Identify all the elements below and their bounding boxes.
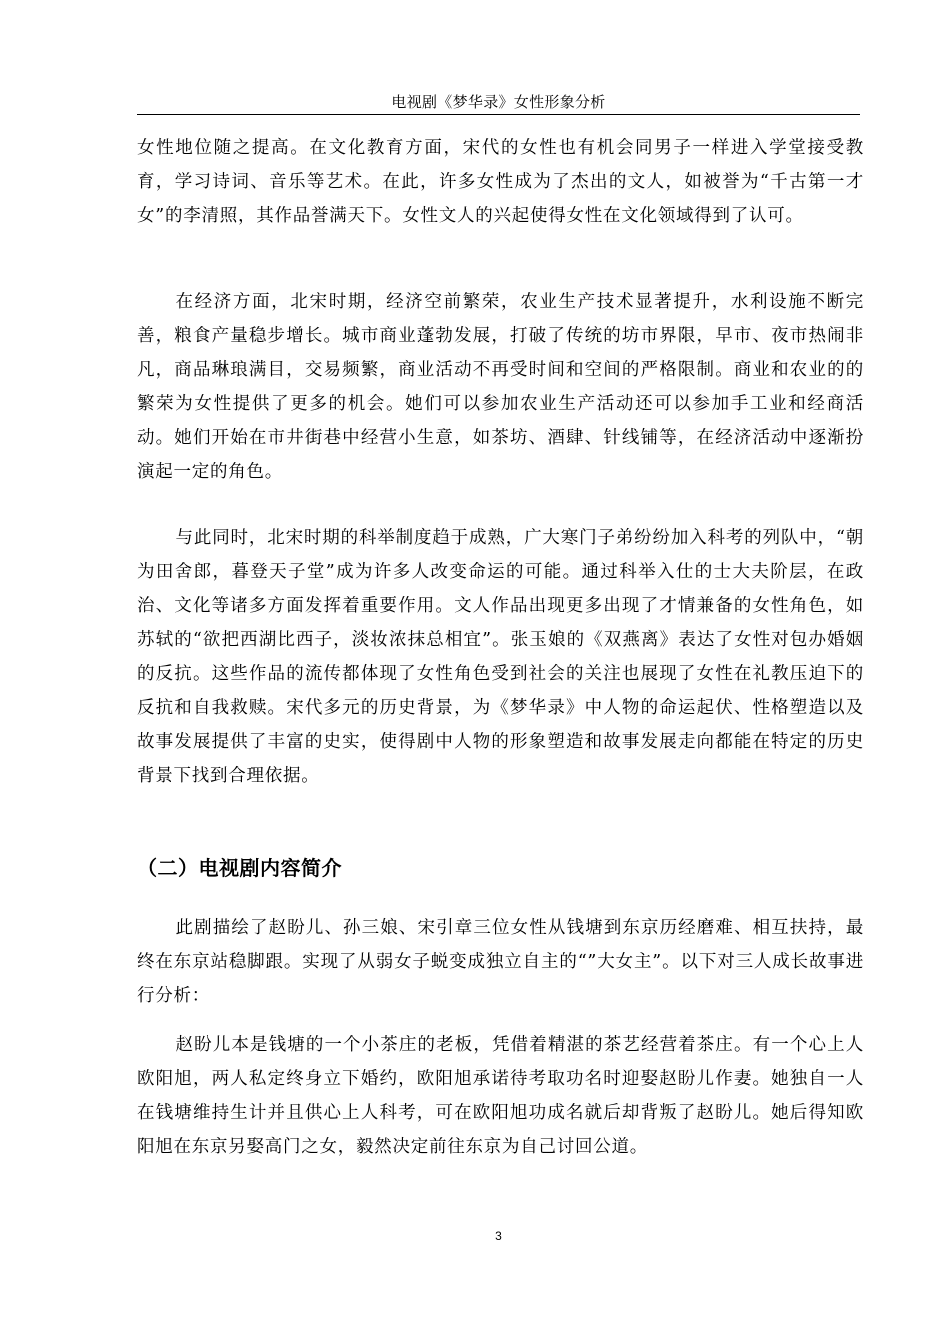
paragraph-drama-summary: 此剧描绘了赵盼儿、孙三娘、宋引章三位女性从钱塘到东京历经磨难、相互扶持，最终在东京站稳脚跟。实现了从弱女子蜕变成独立自主的“”大女主”。以下对三人成长故事进行分析： <box>137 918 864 1006</box>
header-divider <box>137 114 860 115</box>
running-header: 电视剧《梦华录》女性形象分析 <box>391 93 606 111</box>
paragraph-continued: 女性地位随之提高。在文化教育方面，宋代的女性也有机会同男子一样进入学堂接受教育，学习诗词、音乐等艺术。在此，许多女性成为了杰出的文人，如被誉为“千古第一才女”的李清照，其作品誉满天下。女性文人的兴起使得女性在文化领域得到了认可。 <box>137 138 864 226</box>
paragraph-imperial-exam: 与此同时，北宋时期的科举制度趋于成熟，广大寒门子弟纷纷加入科考的列队中，“朝为田舍郎，暮登天子堂”成为许多人改变命运的可能。通过科举入仕的士大夫阶层，在政治、文化等诸多方面发挥着重要作用。文人作品出现更多出现了才情兼备的女性角色，如苏轼的“欲把西湖比西子，淡妆浓抹总相宜”。张玉娘的《双燕离》表达了女性对包办婚姻的反抗。这些作品的流传都体现了女性角色受到社会的关注也展现了女性在礼教压迫下的反抗和自我救赎。宋代多元的历史背景，为《梦华录》中人物的命运起伏、性格塑造以及故事发展提供了丰富的史实，使得剧中人物的形象塑造和故事发展走向都能在特定的历史背景下找到合理依据。 <box>137 528 864 786</box>
paragraph-zhao-paner: 赵盼儿本是钱塘的一个小茶庄的老板，凭借着精湛的茶艺经营着茶庄。有一个心上人欧阳旭，两人私定终身立下婚约，欧阳旭承诺待考取功名时迎娶赵盼儿作妻。她独自一人在钱塘维持生计并且供心上人科考，可在欧阳旭功成名就后却背叛了赵盼儿。她后得知欧阳旭在东京另娶高门之女，毅然决定前往东京为自己讨回公道。 <box>137 1035 864 1157</box>
page-number: 3 <box>495 1229 502 1243</box>
section-heading: （二）电视剧内容简介 <box>137 856 342 880</box>
paragraph-economy: 在经济方面，北宋时期，经济空前繁荣，农业生产技术显著提升，水利设施不断完善，粮食产量稳步增长。城市商业蓬勃发展，打破了传统的坊市界限，早市、夜市热闹非凡，商品琳琅满目，交易频繁，商业活动不再受时间和空间的严格限制。商业和农业的的繁荣为女性提供了更多的机会。她们可以参加农业生产活动还可以参加手工业和经商活动。她们开始在市井街巷中经营小生意，如茶坊、酒肆、针线铺等，在经济活动中逐渐扮演起一定的角色。 <box>137 292 864 482</box>
